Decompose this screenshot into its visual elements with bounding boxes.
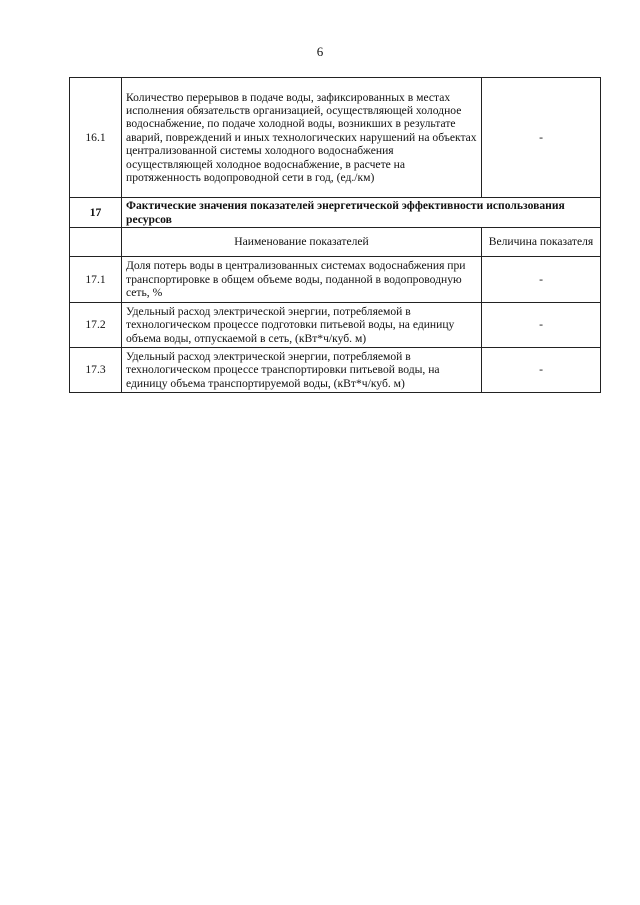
row-indicator-value: - (482, 348, 601, 393)
row-indicator-value: - (482, 303, 601, 348)
row-number: 16.1 (70, 78, 122, 198)
page-number: 6 (316, 44, 324, 59)
row-number: 17.3 (70, 348, 122, 393)
table-header-row (70, 228, 601, 257)
header-empty-cell (70, 228, 122, 257)
table-row (70, 78, 601, 198)
section-number: 17 (70, 198, 122, 228)
row-number: 17.1 (70, 257, 122, 303)
section-title: Фактические значения показателей энергетической эффективности использования ресурсов (122, 198, 601, 228)
row-indicator-name: Количество перерывов в подаче воды, зафиксированных в местах исполнения обязательств организацией, осуществляющей холодное водоснабжение, по подаче холодной воды, возникших в результате аварий, повреждений и иных технологических нарушений на объектах централизованной системы холодного водоснабжения осуществляющей холодное водоснабжение, в расчете на протяженность водопроводной сети в год, (ед./км) (122, 78, 482, 198)
row-indicator-value: - (482, 257, 601, 303)
table-row (70, 303, 601, 348)
row-indicator-name: Удельный расход электрической энергии, потребляемой в технологическом процессе транспортировки питьевой воды, на единицу объема транспортируемой воды, (кВт*ч/куб. м) (122, 348, 482, 393)
indicators-table (69, 77, 601, 393)
row-indicator-value: - (482, 78, 601, 198)
section-row (70, 198, 601, 228)
row-indicator-name: Удельный расход электрической энергии, потребляемой в технологическом процессе подготовки питьевой воды, на единицу объема воды, отпускаемой в сеть, (кВт*ч/куб. м) (122, 303, 482, 348)
row-indicator-name: Доля потерь воды в централизованных системах водоснабжения при транспортировке в общем объеме воды, поданной в водопроводную сеть, % (122, 257, 482, 303)
header-indicator-name: Наименование показателей (122, 228, 482, 257)
header-indicator-value: Величина показателя (482, 228, 601, 257)
table-row (70, 348, 601, 393)
row-number: 17.2 (70, 303, 122, 348)
table-row (70, 257, 601, 303)
